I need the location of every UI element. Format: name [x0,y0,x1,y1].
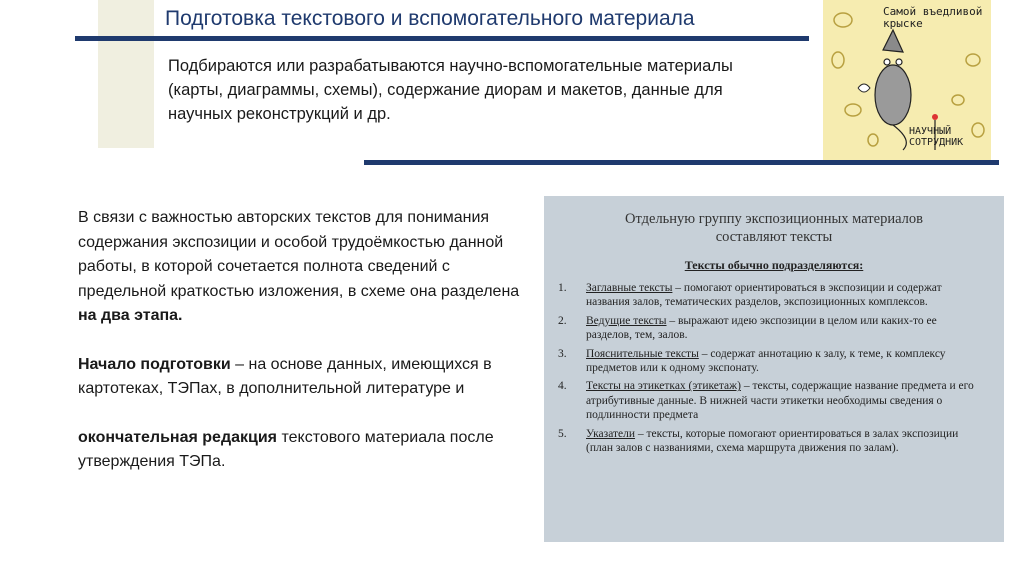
list-item: 5. Указатели – тексты, которые помогают ориентироваться в залах экспозиции (план залов с названиями, схема маршрута движения по залам). [558,427,959,455]
final-text: текстового материала после утверждения ТЭПа. [78,428,494,470]
final-bold: окончательная редакция [78,428,278,446]
main-text [78,206,523,475]
start-text: – на основе данных, имеющихся в картотеках, ТЭПах, в дополнительной литературе и [78,355,492,397]
cartoon-caption-line1: НАУЧНЫЙ [909,126,952,137]
stages-bold: на два этапа. [78,307,183,324]
decor-bar [98,0,154,148]
paragraph-start [78,353,523,402]
cartoon-caption-top: Самой въедливой крыске [883,5,983,30]
list-item: 4. Тексты на этикетках (этикетаж) – тексты, содержащие название предмета и его атрибутивные данные. В нижней части этикетки необходимы сведения о подлинности предмета [558,380,974,422]
cartoon-caption-line2: СОТРУДНИК [909,137,964,148]
stages-text: В связи с важностью авторских текстов для понимания содержания экспозиции и особой трудоёмкостью данной работы, в которой сочетается полнота сведений с предельной краткостью изложения, в схеме она разделена [78,209,520,300]
scan-heading-line1: Отдельную группу экспозиционных материалов [625,211,923,227]
paragraph-final [78,426,523,475]
cartoon-illustration [823,0,991,160]
scan-heading-line2: составляют тексты [715,229,833,245]
scan-heading [544,210,1004,246]
list-item: 2. Ведущие тексты – выражают идею экспозиции в целом или каких-то ее разделов, тем, залов. [558,314,937,342]
start-bold: Начало подготовки [78,355,231,373]
list-item: 3. Пояснительные тексты – содержат аннотацию к залу, к теме, к комплексу предметов или к одному экспонату. [558,347,946,375]
list-item: 1. Заглавные тексты – помогают ориентироваться в экспозиции и содержат названия залов, тематических разделов, экспозиционных комплексов. [558,282,942,309]
scanned-text-panel [544,196,1004,542]
divider-top [75,36,809,41]
divider-mid [364,160,999,165]
page-title: Подготовка текстового и вспомогательного материала [165,7,695,30]
intro-text: Подбираются или разрабатываются научно-вспомогательные материалы (карты, диаграммы, схемы), содержание диорам и макетов, данные для научных реконструкций и др. [168,57,733,123]
paragraph-stages [78,206,523,329]
cartoon-caption-bottom [909,126,963,148]
scan-subheading: Тексты обычно подразделяются: [684,258,864,272]
scan-list [558,281,982,455]
